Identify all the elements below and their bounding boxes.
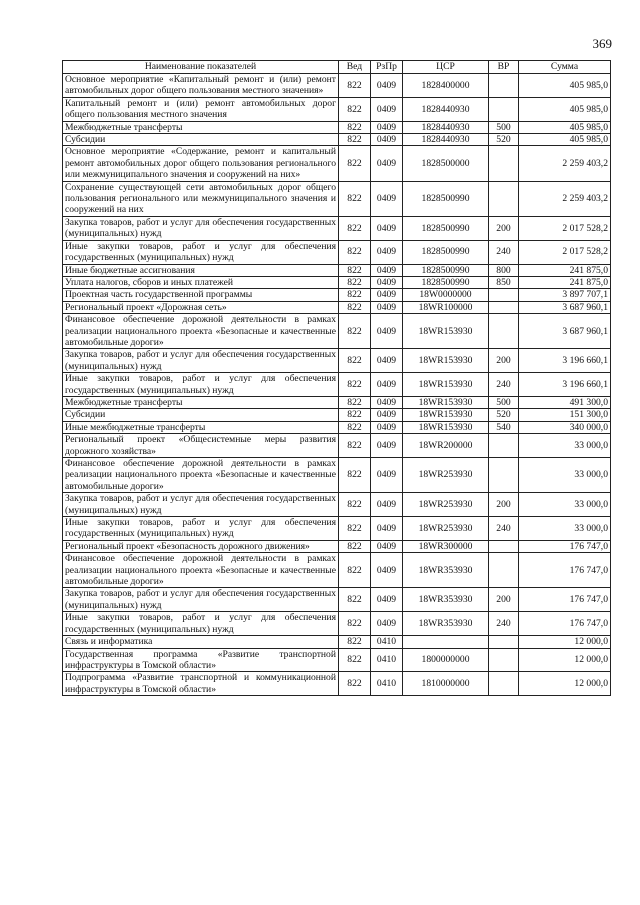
table-row — [63, 373, 611, 397]
row-vr-cell — [489, 146, 519, 181]
row-name-cell: Региональный проект «Дорожная сеть» — [63, 301, 339, 313]
row-rzpr-cell: 0409 — [371, 588, 403, 612]
row-vr-cell — [489, 74, 519, 98]
row-sum-cell: 3 196 660,1 — [519, 373, 611, 397]
row-ved-cell: 822 — [339, 240, 371, 264]
row-vr-cell — [489, 636, 519, 648]
row-ved-cell: 822 — [339, 301, 371, 313]
table-row — [63, 314, 611, 349]
row-name-cell: Проектная часть государственной программы — [63, 289, 339, 301]
row-csr-cell: 18WR353930 — [403, 588, 489, 612]
row-sum-cell: 176 747,0 — [519, 540, 611, 552]
row-csr-cell: 1828500990 — [403, 276, 489, 288]
row-rzpr-cell: 0409 — [371, 396, 403, 408]
row-sum-cell: 176 747,0 — [519, 612, 611, 636]
row-ved-cell: 822 — [339, 434, 371, 458]
row-rzpr-cell: 0409 — [371, 434, 403, 458]
row-csr-cell: 1828400000 — [403, 74, 489, 98]
budget-table — [62, 60, 611, 696]
row-sum-cell: 405 985,0 — [519, 121, 611, 133]
row-vr-cell — [489, 540, 519, 552]
row-sum-cell: 176 747,0 — [519, 553, 611, 588]
row-sum-cell: 12 000,0 — [519, 672, 611, 696]
row-name-cell: Субсидии — [63, 134, 339, 146]
row-ved-cell: 822 — [339, 672, 371, 696]
row-ved-cell: 822 — [339, 396, 371, 408]
row-ved-cell: 822 — [339, 421, 371, 433]
row-rzpr-cell: 0409 — [371, 276, 403, 288]
row-csr-cell: 18WR253930 — [403, 458, 489, 493]
row-csr-cell: 1810000000 — [403, 672, 489, 696]
row-name-cell: Подпрограмма «Развитие транспортной и коммуникационной инфраструктуры в Томской области» — [63, 672, 339, 696]
row-rzpr-cell: 0409 — [371, 314, 403, 349]
row-ved-cell: 822 — [339, 648, 371, 672]
row-sum-cell: 405 985,0 — [519, 134, 611, 146]
row-vr-cell: 240 — [489, 373, 519, 397]
header-name: Наименование показателей — [63, 61, 339, 74]
row-ved-cell: 822 — [339, 540, 371, 552]
row-rzpr-cell: 0409 — [371, 74, 403, 98]
table-row — [63, 349, 611, 373]
row-name-cell: Финансовое обеспечение дорожной деятельности в рамках реализации национального проекта «Безопасные и качественные автомобильные дороги» — [63, 553, 339, 588]
row-rzpr-cell: 0410 — [371, 648, 403, 672]
row-name-cell: Финансовое обеспечение дорожной деятельности в рамках реализации национального проекта «Безопасные и качественные автомобильные дороги» — [63, 314, 339, 349]
row-name-cell: Сохранение существующей сети автомобильных дорог общего пользования регионального или межмуниципального значения и сооружений на них — [63, 181, 339, 216]
table-row — [63, 301, 611, 313]
row-csr-cell: 1828500990 — [403, 240, 489, 264]
row-name-cell: Закупка товаров, работ и услуг для обеспечения государственных (муниципальных) нужд — [63, 216, 339, 240]
row-sum-cell: 12 000,0 — [519, 636, 611, 648]
table-row — [63, 517, 611, 541]
row-sum-cell: 33 000,0 — [519, 434, 611, 458]
row-rzpr-cell: 0409 — [371, 517, 403, 541]
table-row — [63, 264, 611, 276]
row-vr-cell: 240 — [489, 612, 519, 636]
row-ved-cell: 822 — [339, 97, 371, 121]
row-csr-cell: 18WR253930 — [403, 517, 489, 541]
row-rzpr-cell: 0409 — [371, 146, 403, 181]
row-rzpr-cell: 0409 — [371, 493, 403, 517]
header-ved: Вед — [339, 61, 371, 74]
row-rzpr-cell: 0409 — [371, 97, 403, 121]
row-vr-cell — [489, 289, 519, 301]
row-name-cell: Межбюджетные трансферты — [63, 396, 339, 408]
table-row — [63, 672, 611, 696]
table-row — [63, 636, 611, 648]
row-rzpr-cell: 0409 — [371, 540, 403, 552]
table-row — [63, 612, 611, 636]
row-ved-cell: 822 — [339, 314, 371, 349]
row-name-cell: Субсидии — [63, 409, 339, 421]
row-rzpr-cell: 0409 — [371, 216, 403, 240]
row-ved-cell: 822 — [339, 134, 371, 146]
row-rzpr-cell: 0409 — [371, 421, 403, 433]
row-vr-cell: 200 — [489, 216, 519, 240]
row-name-cell: Основное мероприятие «Содержание, ремонт и капитальный ремонт автомобильных дорог общего пользования регионального или межмуниципального значения и сооружений на них» — [63, 146, 339, 181]
table-row — [63, 216, 611, 240]
table-row — [63, 74, 611, 98]
row-rzpr-cell: 0409 — [371, 289, 403, 301]
row-name-cell: Межбюджетные трансферты — [63, 121, 339, 133]
row-sum-cell: 491 300,0 — [519, 396, 611, 408]
table-row — [63, 134, 611, 146]
row-sum-cell: 405 985,0 — [519, 74, 611, 98]
row-rzpr-cell: 0409 — [371, 121, 403, 133]
row-sum-cell: 3 687 960,1 — [519, 301, 611, 313]
row-csr-cell: 18WR253930 — [403, 493, 489, 517]
row-rzpr-cell: 0409 — [371, 373, 403, 397]
table-row — [63, 648, 611, 672]
row-rzpr-cell: 0409 — [371, 240, 403, 264]
row-sum-cell: 340 000,0 — [519, 421, 611, 433]
row-sum-cell: 241 875,0 — [519, 276, 611, 288]
row-vr-cell: 500 — [489, 121, 519, 133]
table-row — [63, 289, 611, 301]
row-csr-cell: 1828500990 — [403, 181, 489, 216]
row-csr-cell: 1800000000 — [403, 648, 489, 672]
row-csr-cell: 18WR300000 — [403, 540, 489, 552]
row-name-cell: Уплата налогов, сборов и иных платежей — [63, 276, 339, 288]
row-vr-cell: 850 — [489, 276, 519, 288]
row-ved-cell: 822 — [339, 458, 371, 493]
row-ved-cell: 822 — [339, 349, 371, 373]
row-vr-cell — [489, 97, 519, 121]
row-ved-cell: 822 — [339, 289, 371, 301]
row-name-cell: Закупка товаров, работ и услуг для обеспечения государственных (муниципальных) нужд — [63, 493, 339, 517]
row-vr-cell: 200 — [489, 349, 519, 373]
row-ved-cell: 822 — [339, 121, 371, 133]
row-vr-cell — [489, 648, 519, 672]
row-ved-cell: 822 — [339, 146, 371, 181]
row-csr-cell: 18W0000000 — [403, 289, 489, 301]
row-ved-cell: 822 — [339, 588, 371, 612]
row-csr-cell — [403, 636, 489, 648]
row-csr-cell: 18WR100000 — [403, 301, 489, 313]
row-vr-cell — [489, 458, 519, 493]
row-vr-cell: 240 — [489, 240, 519, 264]
row-ved-cell: 822 — [339, 409, 371, 421]
table-header-row — [63, 61, 611, 74]
table-row — [63, 121, 611, 133]
row-sum-cell: 2 259 403,2 — [519, 146, 611, 181]
row-name-cell: Иные закупки товаров, работ и услуг для обеспечения государственных (муниципальных) нужд — [63, 517, 339, 541]
table-row — [63, 588, 611, 612]
row-csr-cell: 18WR353930 — [403, 553, 489, 588]
row-ved-cell: 822 — [339, 612, 371, 636]
table-row — [63, 409, 611, 421]
row-rzpr-cell: 0409 — [371, 264, 403, 276]
row-csr-cell: 18WR153930 — [403, 409, 489, 421]
row-sum-cell: 33 000,0 — [519, 458, 611, 493]
row-csr-cell: 18WR153930 — [403, 373, 489, 397]
row-csr-cell: 18WR153930 — [403, 349, 489, 373]
row-vr-cell: 540 — [489, 421, 519, 433]
row-vr-cell — [489, 553, 519, 588]
row-vr-cell — [489, 434, 519, 458]
row-sum-cell: 2 017 528,2 — [519, 216, 611, 240]
table-row — [63, 434, 611, 458]
row-ved-cell: 822 — [339, 216, 371, 240]
row-vr-cell — [489, 672, 519, 696]
row-vr-cell: 200 — [489, 588, 519, 612]
table-row — [63, 181, 611, 216]
row-sum-cell: 33 000,0 — [519, 493, 611, 517]
table-row — [63, 396, 611, 408]
table-row — [63, 146, 611, 181]
row-name-cell: Региональный проект «Общесистемные меры развития дорожного хозяйства» — [63, 434, 339, 458]
row-name-cell: Иные бюджетные ассигнования — [63, 264, 339, 276]
table-row — [63, 540, 611, 552]
row-rzpr-cell: 0409 — [371, 301, 403, 313]
row-csr-cell: 1828440930 — [403, 97, 489, 121]
row-vr-cell: 800 — [489, 264, 519, 276]
row-rzpr-cell: 0409 — [371, 181, 403, 216]
row-vr-cell: 520 — [489, 409, 519, 421]
row-ved-cell: 822 — [339, 373, 371, 397]
row-name-cell: Капитальный ремонт и (или) ремонт автомобильных дорог общего пользования местного значения — [63, 97, 339, 121]
header-csr: ЦСР — [403, 61, 489, 74]
row-csr-cell: 18WR153930 — [403, 421, 489, 433]
table-row — [63, 553, 611, 588]
row-rzpr-cell: 0409 — [371, 553, 403, 588]
row-ved-cell: 822 — [339, 181, 371, 216]
row-vr-cell: 500 — [489, 396, 519, 408]
row-rzpr-cell: 0409 — [371, 612, 403, 636]
header-rzpr: РзПр — [371, 61, 403, 74]
row-sum-cell: 176 747,0 — [519, 588, 611, 612]
row-csr-cell: 18WR153930 — [403, 314, 489, 349]
row-name-cell: Региональный проект «Безопасность дорожного движения» — [63, 540, 339, 552]
row-name-cell: Иные закупки товаров, работ и услуг для обеспечения государственных (муниципальных) нужд — [63, 373, 339, 397]
row-vr-cell: 520 — [489, 134, 519, 146]
row-name-cell: Закупка товаров, работ и услуг для обеспечения государственных (муниципальных) нужд — [63, 349, 339, 373]
row-csr-cell: 1828500990 — [403, 216, 489, 240]
row-csr-cell: 18WR153930 — [403, 396, 489, 408]
row-csr-cell: 1828500000 — [403, 146, 489, 181]
table-row — [63, 458, 611, 493]
row-name-cell: Финансовое обеспечение дорожной деятельности в рамках реализации национального проекта «Безопасные и качественные автомобильные дороги» — [63, 458, 339, 493]
row-sum-cell: 151 300,0 — [519, 409, 611, 421]
row-sum-cell: 405 985,0 — [519, 97, 611, 121]
row-sum-cell: 2 259 403,2 — [519, 181, 611, 216]
row-sum-cell: 241 875,0 — [519, 264, 611, 276]
row-vr-cell — [489, 314, 519, 349]
row-ved-cell: 822 — [339, 636, 371, 648]
row-sum-cell: 3 196 660,1 — [519, 349, 611, 373]
row-rzpr-cell: 0409 — [371, 134, 403, 146]
row-vr-cell: 200 — [489, 493, 519, 517]
row-rzpr-cell: 0410 — [371, 636, 403, 648]
row-name-cell: Связь и информатика — [63, 636, 339, 648]
row-ved-cell: 822 — [339, 517, 371, 541]
row-ved-cell: 822 — [339, 264, 371, 276]
row-vr-cell — [489, 301, 519, 313]
row-sum-cell: 3 897 707,1 — [519, 289, 611, 301]
row-name-cell: Иные межбюджетные трансферты — [63, 421, 339, 433]
row-ved-cell: 822 — [339, 493, 371, 517]
row-csr-cell: 1828440930 — [403, 134, 489, 146]
row-sum-cell: 12 000,0 — [519, 648, 611, 672]
row-name-cell: Иные закупки товаров, работ и услуг для обеспечения государственных (муниципальных) нужд — [63, 240, 339, 264]
row-rzpr-cell: 0410 — [371, 672, 403, 696]
header-vr: ВР — [489, 61, 519, 74]
row-sum-cell: 3 687 960,1 — [519, 314, 611, 349]
row-csr-cell: 18WR200000 — [403, 434, 489, 458]
row-name-cell: Основное мероприятие «Капитальный ремонт и (или) ремонт автомобильных дорог общего пользования местного значения» — [63, 74, 339, 98]
row-csr-cell: 18WR353930 — [403, 612, 489, 636]
row-vr-cell: 240 — [489, 517, 519, 541]
row-name-cell: Государственная программа «Развитие транспортной инфраструктуры в Томской области» — [63, 648, 339, 672]
row-ved-cell: 822 — [339, 276, 371, 288]
table-row — [63, 421, 611, 433]
row-rzpr-cell: 0409 — [371, 349, 403, 373]
row-ved-cell: 822 — [339, 74, 371, 98]
table-row — [63, 240, 611, 264]
table-row — [63, 493, 611, 517]
row-name-cell: Закупка товаров, работ и услуг для обеспечения государственных (муниципальных) нужд — [63, 588, 339, 612]
row-csr-cell: 1828500990 — [403, 264, 489, 276]
row-csr-cell: 1828440930 — [403, 121, 489, 133]
row-sum-cell: 33 000,0 — [519, 517, 611, 541]
table-row — [63, 276, 611, 288]
row-name-cell: Иные закупки товаров, работ и услуг для обеспечения государственных (муниципальных) нужд — [63, 612, 339, 636]
row-rzpr-cell: 0409 — [371, 409, 403, 421]
row-rzpr-cell: 0409 — [371, 458, 403, 493]
header-sum: Сумма — [519, 61, 611, 74]
row-ved-cell: 822 — [339, 553, 371, 588]
row-vr-cell — [489, 181, 519, 216]
page-number: 369 — [592, 36, 612, 51]
row-sum-cell: 2 017 528,2 — [519, 240, 611, 264]
table-row — [63, 97, 611, 121]
